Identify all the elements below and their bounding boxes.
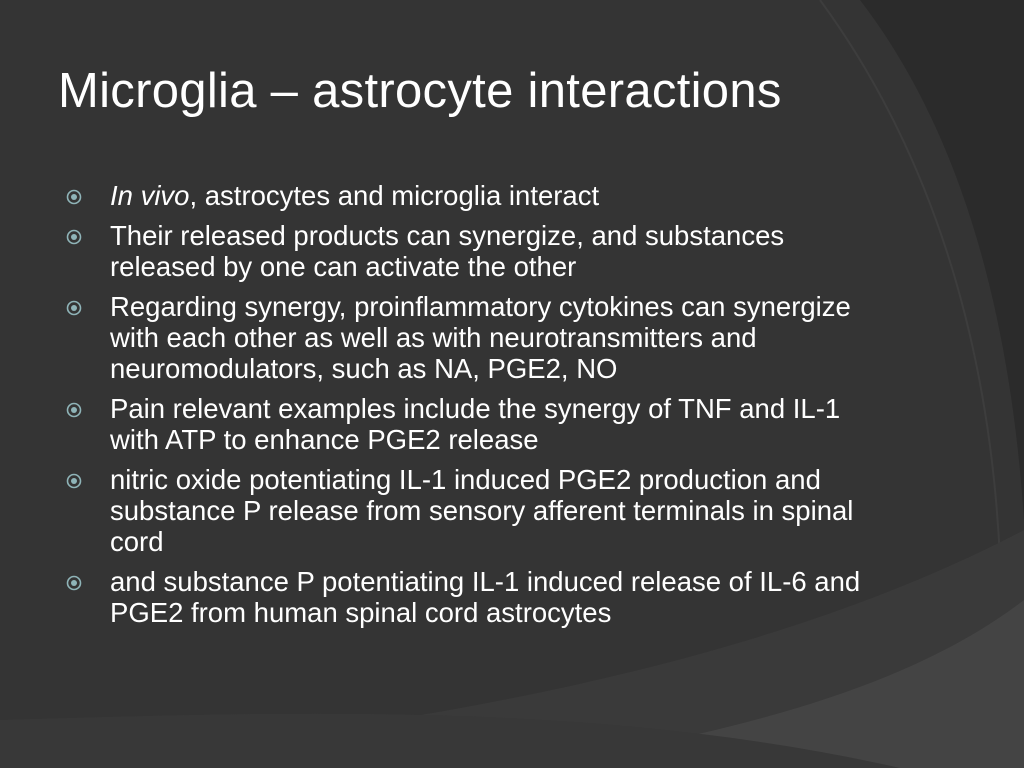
- bullet-text: Regarding synergy, proinflammatory cytokines can synergize with each other as well as with neurotransmitters and neuromodulators, such as NA, PGE2, NO: [110, 291, 851, 384]
- bullet-list: [66, 180, 886, 637]
- bullet-text: Their released products can synergize, and substances released by one can activate the other: [110, 220, 785, 282]
- bullet-text: and substance P potentiating IL-1 induced release of IL-6 and PGE2 from human spinal cord astrocytes: [110, 566, 861, 628]
- circled-dot-icon: [66, 575, 82, 591]
- bullet-item: [66, 566, 886, 628]
- circled-dot-icon: [66, 473, 82, 489]
- bullet-item: [66, 220, 886, 282]
- bullet-text: Pain relevant examples include the synergy of TNF and IL-1 with ATP to enhance PGE2 release: [110, 393, 841, 455]
- bullet-emphasis: In vivo: [110, 180, 190, 211]
- bullet-item: [66, 464, 886, 557]
- bullet-item: [66, 291, 886, 384]
- bullet-item: [66, 393, 886, 455]
- bullet-text: nitric oxide potentiating IL-1 induced PGE2 production and substance P release from sensory afferent terminals in spinal cord: [110, 464, 854, 557]
- slide-title: Microglia – astrocyte interactions: [58, 64, 782, 118]
- circled-dot-icon: [66, 402, 82, 418]
- circled-dot-icon: [66, 189, 82, 205]
- bullet-text: , astrocytes and microglia interact: [189, 180, 600, 211]
- circled-dot-icon: [66, 300, 82, 316]
- circled-dot-icon: [66, 229, 82, 245]
- bullet-item: [66, 180, 886, 211]
